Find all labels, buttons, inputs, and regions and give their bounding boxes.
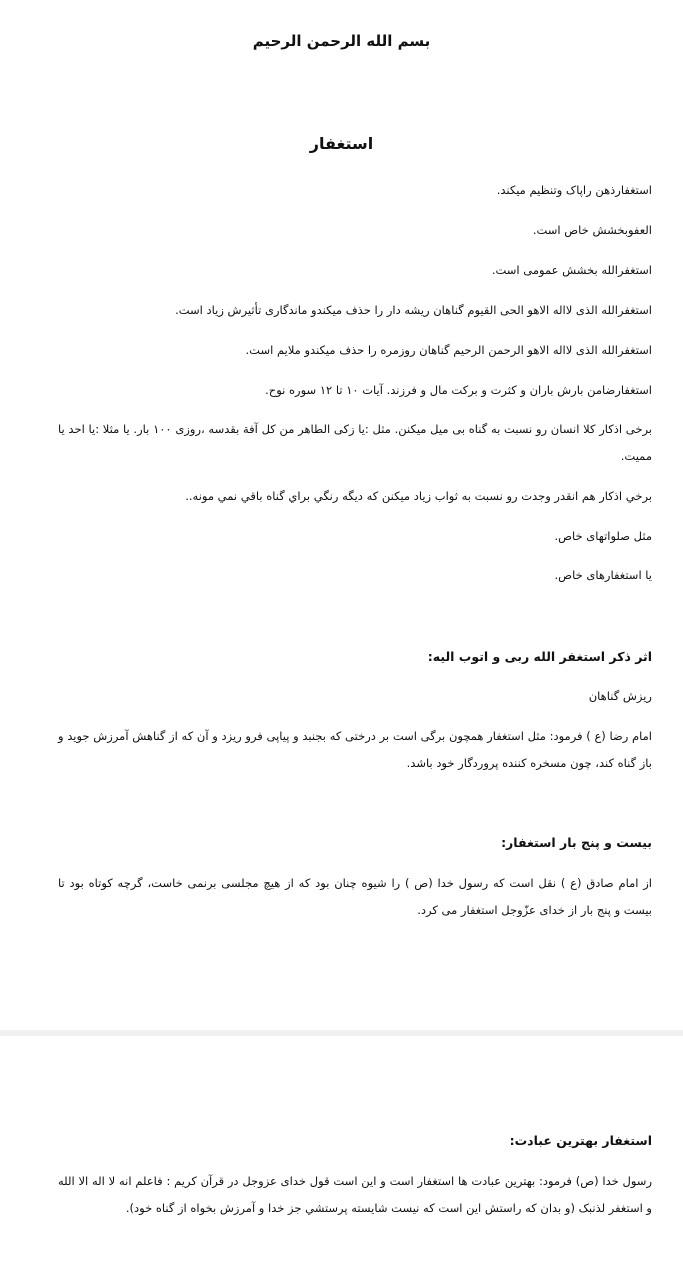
paragraph: برخی اذکار کلا انسان رو نسبت به گناه بی میل میکنن. مثل :یا زکی الطاهر من کل آفة بقدسه ،روزی ۱۰۰ بار. یا مثلا :یا احد یا ممیت. <box>58 422 653 463</box>
paragraph: استغفارضامن بارش باران و کثرت و برکت مال و فرزند. آیات ۱۰ تا ۱۲ سوره نوح. <box>265 383 652 397</box>
paragraph: استغفرالله الذی لااله الاهو الحی القیوم گناهان ریشه دار را حذف میکندو ماندگاری تأثیرش زیاد است. <box>175 303 652 317</box>
paragraph: استغفارذهن راپاک وتنظیم میکند. <box>496 183 652 197</box>
paragraph: العفوبخشش خاص است. <box>532 223 652 237</box>
paragraph: مثل صلواتهای خاص. <box>554 529 652 543</box>
page-title: استغفار <box>309 134 374 153</box>
paragraph: استغفرالله الذی لااله الاهو الرحمن الرحیم گناهان روزمره را حذف میکندو ملایم است. <box>245 343 652 357</box>
section-heading: استغفار بهترین عبادت: <box>509 1133 652 1148</box>
paragraph: رسول خدا (ص) فرمود: بهترین عبادت ها استغفار است و این است قول خدای عزوجل در قرآن کریم : فاعلم انه لا اله الا الله و استغفر لذنبک (و بدان که راستش این است که نیست شایسته پرستشي جز خدا و آمرزش بخواه از گناه خود). <box>58 1174 652 1215</box>
paragraph: یا استغفارهای خاص. <box>554 568 652 582</box>
section-heading: بیست و پنج بار استغفار: <box>501 835 652 850</box>
paragraph: برخي اذكار هم انقدر وجدت رو نسبت به ثواب زياد ميكنن كه ديگه رنگي براي گناه باقي نمي مونه.. <box>185 489 652 503</box>
section-subtitle: ریزش گناهان <box>588 689 652 703</box>
basmala-heading: بسم الله الرحمن الرحیم <box>252 32 431 50</box>
document-page-2 <box>0 1036 683 1280</box>
paragraph: استغفرالله بخشش عمومی است. <box>491 263 652 277</box>
paragraph: امام رضا (ع ) فرمود: مثل استغفار همچون برگی است بر درختی که بجنبد و پیاپی فرو ریزد و آن که از گناهش آمرزش جوید و باز گناه کند، چون مسخره کننده پروردگار خود باشد. <box>58 729 652 770</box>
paragraph: از امام صادق (ع ) نقل است که رسول خدا (ص ) را شیوه چنان بود که از هیچ مجلسی برنمی خاست، گرچه کوتاه بود تا بیست و پنج بار از خدای عزّوجل استغفار می کرد. <box>58 876 652 917</box>
section-heading: اثر ذکر استغفر الله ربی و اتوب الیه: <box>427 649 652 664</box>
